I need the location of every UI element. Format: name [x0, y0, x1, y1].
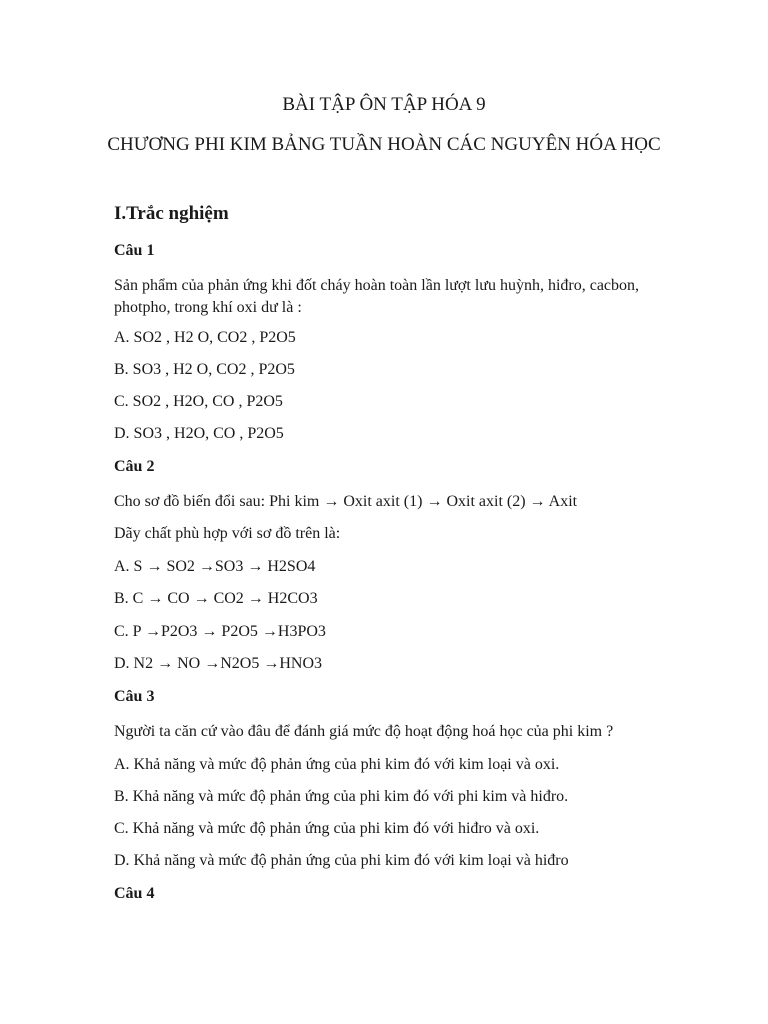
question-2-option-d: D. N2 → NO →N2O5 →HNO3	[114, 655, 322, 672]
question-3-option-a: A. Khả năng và mức độ phản ứng của phi kim đó với kim loại và oxi.	[114, 756, 560, 773]
question-3-stem: Người ta căn cứ vào đâu để đánh giá mức độ hoạt động hoá học của phi kim ?	[114, 723, 614, 740]
question-1-option-a: A. SO2 , H2 O, CO2 , P2O5	[114, 329, 296, 346]
question-1-option-d: D. SO3 , H2O, CO , P2O5	[114, 425, 284, 442]
question-2-option-a: A. S → SO2 →SO3 → H2SO4	[114, 558, 316, 575]
document-title: BÀI TẬP ÔN TẬP HÓA 9	[282, 94, 486, 115]
question-1-stem: Sản phẩm của phản ứng khi đốt cháy hoàn toàn lần lượt lưu huỳnh, hiđro, cacbon, photpho, trong khí oxi dư là :	[114, 277, 640, 316]
document-subtitle: CHƯƠNG PHI KIM BẢNG TUẦN HOÀN CÁC NGUYÊN HÓA HỌC	[107, 134, 661, 155]
question-4-label: Câu 4	[114, 885, 155, 902]
question-3-option-d: D. Khả năng và mức độ phản ứng của phi kim đó với kim loại và hiđro	[114, 852, 569, 869]
question-2-option-b: B. C → CO → CO2 → H2CO3	[114, 590, 318, 607]
question-2-stem-2: Dãy chất phù hợp với sơ đồ trên là:	[114, 525, 341, 542]
question-1-option-c: C. SO2 , H2O, CO , P2O5	[114, 393, 283, 410]
question-2-label: Câu 2	[114, 458, 155, 475]
question-1-option-b: B. SO3 , H2 O, CO2 , P2O5	[114, 361, 295, 378]
question-3-option-c: C. Khả năng và mức độ phản ứng của phi kim đó với hiđro và oxi.	[114, 820, 540, 837]
question-2-option-c: C. P →P2O3 → P2O5 →H3PO3	[114, 623, 326, 640]
question-1-label: Câu 1	[114, 242, 155, 259]
section-heading: I.Trắc nghiệm	[114, 203, 229, 224]
question-3-label: Câu 3	[114, 688, 155, 705]
question-3-option-b: B. Khả năng và mức độ phản ứng của phi kim đó với phi kim và hiđro.	[114, 788, 569, 805]
question-2-stem: Cho sơ đồ biến đổi sau: Phi kim → Oxit axit (1) → Oxit axit (2) → Axit	[114, 493, 578, 510]
